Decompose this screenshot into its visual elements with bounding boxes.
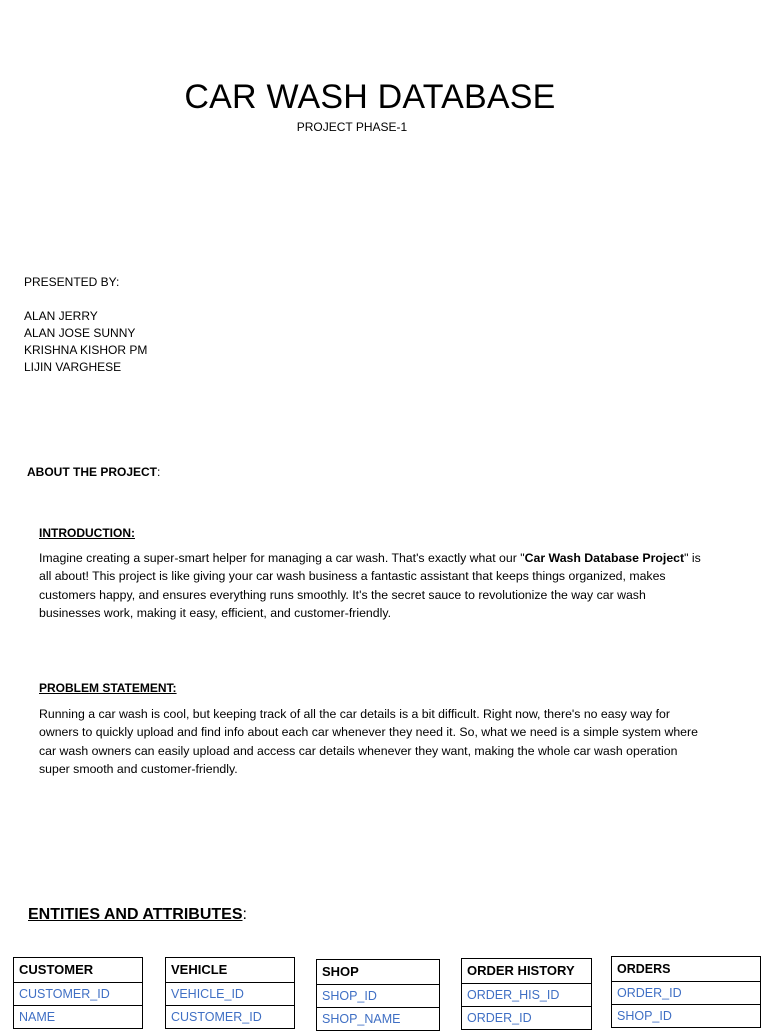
entity-name: VEHICLE: [166, 958, 294, 983]
entity-name: ORDER HISTORY: [462, 959, 591, 984]
entity-attribute: SHOP_NAME: [317, 1008, 439, 1031]
entity-attribute: CUSTOMER_ID: [14, 983, 142, 1006]
problem-statement-paragraph: Running a car wash is cool, but keeping track of all the car details is a bit difficult. Right now, there's no easy way for owners to quickly upload and find info about each car whenever they need it. So, what we need is a simple system where car wash owners can easily upload and access car details whenever they want, making the whole car wash operation super smooth and customer-friendly.: [39, 707, 698, 777]
about-heading-text: ABOUT THE PROJECT: [27, 465, 158, 479]
about-heading: [27, 465, 160, 479]
presenter-name: LIJIN VARGHESE: [24, 360, 122, 374]
introduction-bold-phrase: Car Wash Database Project: [524, 551, 685, 565]
presenter-name: KRISHNA KISHOR PM: [24, 343, 148, 357]
presented-by-label: PRESENTED BY:: [24, 275, 120, 289]
entity-attribute: SHOP_ID: [317, 985, 439, 1008]
entity-attribute: ORDER_HIS_ID: [462, 984, 591, 1007]
entity-name: SHOP: [317, 960, 439, 985]
problem-statement-heading: PROBLEM STATEMENT:: [39, 681, 177, 695]
entity-name: CUSTOMER: [14, 958, 142, 983]
entity-shop: [316, 959, 440, 1031]
entities-heading-text: ENTITIES AND ATTRIBUTES: [28, 906, 243, 923]
entity-customer: [13, 957, 143, 1029]
entity-name: ORDERS: [612, 957, 760, 982]
entity-attribute: ORDER_ID: [612, 982, 760, 1005]
entity-attribute: SHOP_ID: [612, 1005, 760, 1028]
presenter-name: ALAN JOSE SUNNY: [24, 326, 136, 340]
entity-attribute: NAME: [14, 1006, 142, 1029]
introduction-text-end: " is all about! This project is like giving your car wash business a fantastic assistant that keeps things organized, makes customers happy, and ensures everything runs smoothly. It's the secret sauce to revolutionize the way car wash businesses work, making it easy, efficient, and customer-friendly.: [39, 551, 701, 621]
document-subtitle: PROJECT PHASE-1: [296, 120, 408, 134]
introduction-paragraph: [39, 549, 704, 623]
entity-orders: [611, 956, 761, 1028]
entities-heading: [28, 906, 247, 924]
entity-attribute: VEHICLE_ID: [166, 983, 294, 1006]
entity-order-history: [461, 958, 592, 1030]
introduction-text-start: Imagine creating a super-smart helper for managing a car wash. That's exactly what our ": [39, 551, 525, 565]
entity-vehicle: [165, 957, 295, 1029]
presenter-list: [24, 308, 147, 376]
document-title: CAR WASH DATABASE: [184, 78, 556, 116]
presenter-name: ALAN JERRY: [24, 309, 98, 323]
entity-attribute: CUSTOMER_ID: [166, 1006, 294, 1029]
entity-attribute: ORDER_ID: [462, 1007, 591, 1030]
introduction-heading: INTRODUCTION:: [39, 526, 135, 540]
about-heading-colon: :: [157, 465, 161, 479]
entities-heading-colon: :: [242, 906, 247, 923]
